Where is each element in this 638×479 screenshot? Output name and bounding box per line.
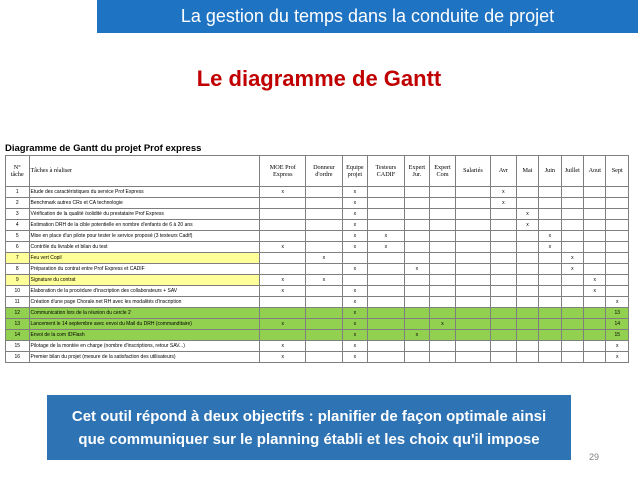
- cell-aout: [584, 198, 606, 209]
- task-name: Signature du contrat: [29, 275, 260, 286]
- cell-aout: [584, 209, 606, 220]
- col-header-num: N° tâche: [6, 156, 30, 187]
- cell-equipe: x: [342, 319, 368, 330]
- task-name: Estimation DRH de la cible potentielle en nombre d'enfants de 6 à 20 ans: [29, 220, 260, 231]
- col-header-moe: MOE Prof Express: [260, 156, 306, 187]
- cell-salaries: [455, 242, 490, 253]
- slide-title: Le diagramme de Gantt: [196, 66, 442, 91]
- task-name: Feu vert Copil: [29, 253, 260, 264]
- cell-moe: [260, 220, 306, 231]
- cell-aout: x: [584, 275, 606, 286]
- cell-aout: [584, 264, 606, 275]
- cell-sept: [606, 198, 629, 209]
- task-name: Mise en place d'un pilote pour tester le service proposé (3 testeurs Cadif): [29, 231, 260, 242]
- cell-donneur: x: [306, 253, 342, 264]
- cell-equipe: x: [342, 209, 368, 220]
- cell-mai: [516, 286, 538, 297]
- cell-moe: [260, 297, 306, 308]
- cell-expert-com: [430, 286, 456, 297]
- banner-text: La gestion du temps dans la conduite de projet: [180, 6, 555, 26]
- cell-equipe: x: [342, 220, 368, 231]
- task-number: 8: [6, 264, 30, 275]
- cell-aout: [584, 341, 606, 352]
- cell-donneur: [306, 297, 342, 308]
- gantt-caption: Diagramme de Gantt du projet Prof express: [5, 143, 202, 154]
- task-name: Benchmark autres CRs et CA technologie: [29, 198, 260, 209]
- cell-expert-com: [430, 187, 456, 198]
- cell-testeurs: x: [368, 231, 404, 242]
- cell-donneur: [306, 330, 342, 341]
- cell-juin: [539, 220, 561, 231]
- cell-juillet: [561, 242, 583, 253]
- cell-mai: [516, 275, 538, 286]
- cell-expert-com: x: [430, 319, 456, 330]
- cell-salaries: [455, 231, 490, 242]
- cell-expert-jur: [404, 297, 430, 308]
- cell-moe: [260, 308, 306, 319]
- cell-donneur: [306, 308, 342, 319]
- table-row: [6, 286, 629, 297]
- cell-sept: x: [606, 341, 629, 352]
- cell-aout: [584, 308, 606, 319]
- cell-expert-jur: [404, 308, 430, 319]
- cell-aout: [584, 330, 606, 341]
- cell-equipe: x: [342, 297, 368, 308]
- task-number: 9: [6, 275, 30, 286]
- cell-moe: x: [260, 341, 306, 352]
- cell-testeurs: x: [368, 242, 404, 253]
- cell-equipe: x: [342, 352, 368, 363]
- table-row: [6, 231, 629, 242]
- cell-salaries: [455, 253, 490, 264]
- cell-donneur: [306, 286, 342, 297]
- cell-expert-com: [430, 242, 456, 253]
- cell-juillet: [561, 198, 583, 209]
- cell-salaries: [455, 308, 490, 319]
- task-name: Pilotage de la montée en charge (nombre d'inscriptions, retour SAV...): [29, 341, 260, 352]
- cell-juin: [539, 187, 561, 198]
- cell-juin: [539, 253, 561, 264]
- cell-aout: [584, 220, 606, 231]
- task-number: 5: [6, 231, 30, 242]
- cell-equipe: x: [342, 198, 368, 209]
- cell-equipe: x: [342, 330, 368, 341]
- task-name: Contrôle du livrable et bilan du test: [29, 242, 260, 253]
- cell-mai: [516, 231, 538, 242]
- cell-avr: [491, 341, 517, 352]
- cell-expert-jur: [404, 220, 430, 231]
- cell-aout: [584, 352, 606, 363]
- task-number: 10: [6, 286, 30, 297]
- cell-avr: [491, 220, 517, 231]
- cell-avr: x: [491, 198, 517, 209]
- cell-mai: [516, 319, 538, 330]
- cell-juillet: x: [561, 253, 583, 264]
- cell-salaries: [455, 341, 490, 352]
- table-row: [6, 308, 629, 319]
- cell-juillet: [561, 209, 583, 220]
- cell-expert-jur: [404, 275, 430, 286]
- table-row: [6, 297, 629, 308]
- cell-expert-jur: [404, 209, 430, 220]
- cell-mai: [516, 198, 538, 209]
- cell-aout: [584, 242, 606, 253]
- task-number: 12: [6, 308, 30, 319]
- cell-avr: [491, 275, 517, 286]
- col-header-juillet: Juillet: [561, 156, 583, 187]
- cell-sept: [606, 209, 629, 220]
- cell-expert-jur: [404, 253, 430, 264]
- cell-sept: x: [606, 297, 629, 308]
- task-number: 11: [6, 297, 30, 308]
- cell-equipe: x: [342, 308, 368, 319]
- table-row: [6, 264, 629, 275]
- cell-juillet: x: [561, 264, 583, 275]
- cell-moe: [260, 264, 306, 275]
- cell-juillet: [561, 341, 583, 352]
- task-number: 15: [6, 341, 30, 352]
- cell-juin: [539, 352, 561, 363]
- table-row: [6, 220, 629, 231]
- cell-expert-com: [430, 297, 456, 308]
- cell-salaries: [455, 187, 490, 198]
- cell-aout: [584, 319, 606, 330]
- callout-box: [47, 395, 571, 460]
- cell-juin: [539, 264, 561, 275]
- cell-expert-jur: [404, 198, 430, 209]
- table-row: [6, 330, 629, 341]
- table-row: [6, 209, 629, 220]
- col-header-testeurs: Testeurs CADIF: [368, 156, 404, 187]
- cell-moe: x: [260, 286, 306, 297]
- cell-juin: [539, 341, 561, 352]
- cell-sept: [606, 275, 629, 286]
- cell-mai: x: [516, 209, 538, 220]
- cell-equipe: [342, 253, 368, 264]
- task-number: 3: [6, 209, 30, 220]
- task-number: 4: [6, 220, 30, 231]
- cell-expert-jur: x: [404, 330, 430, 341]
- col-header-juin: Juin: [539, 156, 561, 187]
- cell-equipe: x: [342, 341, 368, 352]
- cell-moe: [260, 209, 306, 220]
- task-name: Communication lors de la réunion du cercle 2: [29, 308, 260, 319]
- cell-avr: [491, 209, 517, 220]
- cell-juin: [539, 297, 561, 308]
- cell-expert-com: [430, 341, 456, 352]
- cell-salaries: [455, 264, 490, 275]
- cell-donneur: [306, 242, 342, 253]
- cell-expert-jur: [404, 231, 430, 242]
- cell-testeurs: [368, 308, 404, 319]
- cell-testeurs: [368, 319, 404, 330]
- cell-juillet: [561, 286, 583, 297]
- cell-juin: [539, 308, 561, 319]
- cell-avr: [491, 264, 517, 275]
- cell-mai: [516, 297, 538, 308]
- cell-moe: x: [260, 352, 306, 363]
- cell-juillet: [561, 352, 583, 363]
- cell-juillet: [561, 275, 583, 286]
- cell-mai: x: [516, 220, 538, 231]
- cell-expert-jur: [404, 187, 430, 198]
- col-header-salaries: Salariés: [455, 156, 490, 187]
- cell-expert-jur: [404, 286, 430, 297]
- cell-testeurs: [368, 286, 404, 297]
- cell-sept: [606, 253, 629, 264]
- cell-expert-jur: [404, 341, 430, 352]
- col-header-aout: Aout: [584, 156, 606, 187]
- cell-juin: x: [539, 231, 561, 242]
- cell-testeurs: [368, 341, 404, 352]
- task-name: Préparation du contrat entre Prof Express et CADIF: [29, 264, 260, 275]
- cell-sept: [606, 231, 629, 242]
- task-name: Premier bilan du projet (mesure de la satisfaction des utilisateurs): [29, 352, 260, 363]
- cell-expert-com: [430, 220, 456, 231]
- col-header-expert-jur: Expert Jur.: [404, 156, 430, 187]
- gantt-header-row: [6, 156, 629, 187]
- cell-mai: [516, 341, 538, 352]
- cell-equipe: [342, 275, 368, 286]
- task-name: Elaboration de la procédure d'inscription des collaborateurs + SAV: [29, 286, 260, 297]
- cell-testeurs: [368, 297, 404, 308]
- table-row: [6, 319, 629, 330]
- cell-donneur: [306, 187, 342, 198]
- cell-donneur: [306, 209, 342, 220]
- cell-testeurs: [368, 352, 404, 363]
- cell-moe: x: [260, 187, 306, 198]
- cell-salaries: [455, 352, 490, 363]
- cell-juin: [539, 275, 561, 286]
- task-name: Création d'une page Chorale.net RH avec les modalités d'inscription: [29, 297, 260, 308]
- gantt-body: [6, 187, 629, 363]
- cell-expert-com: [430, 264, 456, 275]
- cell-avr: [491, 253, 517, 264]
- cell-juin: [539, 330, 561, 341]
- cell-sept: 13: [606, 308, 629, 319]
- cell-equipe: x: [342, 286, 368, 297]
- cell-donneur: [306, 264, 342, 275]
- cell-sept: [606, 242, 629, 253]
- cell-aout: [584, 297, 606, 308]
- task-number: 6: [6, 242, 30, 253]
- cell-juillet: [561, 319, 583, 330]
- cell-expert-com: [430, 308, 456, 319]
- cell-moe: [260, 198, 306, 209]
- cell-expert-jur: [404, 242, 430, 253]
- cell-salaries: [455, 297, 490, 308]
- cell-juillet: [561, 297, 583, 308]
- cell-mai: [516, 187, 538, 198]
- table-row: [6, 341, 629, 352]
- cell-avr: [491, 352, 517, 363]
- cell-testeurs: [368, 187, 404, 198]
- cell-equipe: x: [342, 264, 368, 275]
- cell-juin: [539, 209, 561, 220]
- cell-mai: [516, 330, 538, 341]
- cell-salaries: [455, 319, 490, 330]
- cell-donneur: [306, 198, 342, 209]
- cell-donneur: [306, 352, 342, 363]
- cell-sept: [606, 187, 629, 198]
- col-header-avr: Avr: [491, 156, 517, 187]
- cell-salaries: [455, 209, 490, 220]
- cell-juin: x: [539, 242, 561, 253]
- task-number: 2: [6, 198, 30, 209]
- cell-salaries: [455, 198, 490, 209]
- header-banner: [97, 0, 638, 33]
- table-row: [6, 242, 629, 253]
- col-header-mai: Mai: [516, 156, 538, 187]
- cell-mai: [516, 352, 538, 363]
- cell-juillet: [561, 220, 583, 231]
- cell-expert-com: [430, 209, 456, 220]
- cell-testeurs: [368, 198, 404, 209]
- cell-testeurs: [368, 209, 404, 220]
- cell-avr: [491, 308, 517, 319]
- cell-avr: [491, 231, 517, 242]
- cell-avr: [491, 286, 517, 297]
- task-name: Vérification de la qualité /solidité du prestataire Prof Express: [29, 209, 260, 220]
- cell-avr: x: [491, 187, 517, 198]
- cell-expert-jur: x: [404, 264, 430, 275]
- cell-avr: [491, 242, 517, 253]
- cell-avr: [491, 330, 517, 341]
- cell-moe: [260, 231, 306, 242]
- cell-expert-jur: [404, 352, 430, 363]
- table-row: [6, 253, 629, 264]
- cell-moe: x: [260, 242, 306, 253]
- cell-donneur: [306, 231, 342, 242]
- cell-salaries: [455, 220, 490, 231]
- cell-aout: x: [584, 286, 606, 297]
- cell-juin: [539, 286, 561, 297]
- cell-juillet: [561, 308, 583, 319]
- cell-avr: [491, 319, 517, 330]
- cell-moe: x: [260, 275, 306, 286]
- col-header-sept: Sept: [606, 156, 629, 187]
- cell-donneur: [306, 319, 342, 330]
- cell-expert-com: [430, 275, 456, 286]
- task-name: Etude des caractéristiques du service Prof Express: [29, 187, 260, 198]
- cell-expert-com: [430, 330, 456, 341]
- task-number: 16: [6, 352, 30, 363]
- cell-expert-com: [430, 198, 456, 209]
- cell-mai: [516, 253, 538, 264]
- cell-juin: [539, 198, 561, 209]
- cell-salaries: [455, 330, 490, 341]
- cell-avr: [491, 297, 517, 308]
- task-number: 7: [6, 253, 30, 264]
- table-row: [6, 187, 629, 198]
- cell-expert-jur: [404, 319, 430, 330]
- task-number: 13: [6, 319, 30, 330]
- cell-testeurs: [368, 264, 404, 275]
- col-header-donneur: Donneur d'ordre: [306, 156, 342, 187]
- cell-testeurs: [368, 275, 404, 286]
- cell-expert-com: [430, 253, 456, 264]
- callout-text: Cet outil répond à deux objectifs : planifier de façon optimale ainsi que communiquer sur le planning établi et les choix qu'il impose: [71, 407, 547, 448]
- cell-sept: 14: [606, 319, 629, 330]
- cell-testeurs: [368, 330, 404, 341]
- cell-moe: x: [260, 319, 306, 330]
- table-row: [6, 352, 629, 363]
- cell-juillet: [561, 187, 583, 198]
- col-header-task: Tâches à réaliser: [29, 156, 260, 187]
- cell-expert-com: [430, 231, 456, 242]
- cell-aout: [584, 253, 606, 264]
- cell-sept: x: [606, 352, 629, 363]
- cell-mai: [516, 308, 538, 319]
- cell-equipe: x: [342, 242, 368, 253]
- col-header-equipe: Equipe projet: [342, 156, 368, 187]
- cell-mai: [516, 264, 538, 275]
- cell-expert-com: [430, 352, 456, 363]
- table-row: [6, 275, 629, 286]
- cell-juillet: [561, 231, 583, 242]
- task-number: 14: [6, 330, 30, 341]
- cell-sept: 15: [606, 330, 629, 341]
- cell-juillet: [561, 330, 583, 341]
- cell-donneur: [306, 341, 342, 352]
- task-name: Envoi de la com IDFlash: [29, 330, 260, 341]
- cell-salaries: [455, 275, 490, 286]
- cell-sept: [606, 286, 629, 297]
- cell-sept: [606, 264, 629, 275]
- gantt-table: [5, 155, 629, 363]
- cell-aout: [584, 187, 606, 198]
- col-header-expert-com: Expert Com: [430, 156, 456, 187]
- cell-mai: [516, 242, 538, 253]
- cell-donneur: [306, 220, 342, 231]
- page-number: 29: [589, 452, 600, 462]
- table-row: [6, 198, 629, 209]
- cell-salaries: [455, 286, 490, 297]
- task-number: 1: [6, 187, 30, 198]
- cell-moe: [260, 330, 306, 341]
- cell-testeurs: [368, 253, 404, 264]
- cell-juin: [539, 319, 561, 330]
- cell-moe: [260, 253, 306, 264]
- cell-donneur: x: [306, 275, 342, 286]
- cell-aout: [584, 231, 606, 242]
- cell-sept: [606, 220, 629, 231]
- cell-equipe: x: [342, 187, 368, 198]
- cell-testeurs: [368, 220, 404, 231]
- task-name: Lancement le 14 septembre avec envoi du Mail du DRH (commanditaire): [29, 319, 260, 330]
- cell-equipe: x: [342, 231, 368, 242]
